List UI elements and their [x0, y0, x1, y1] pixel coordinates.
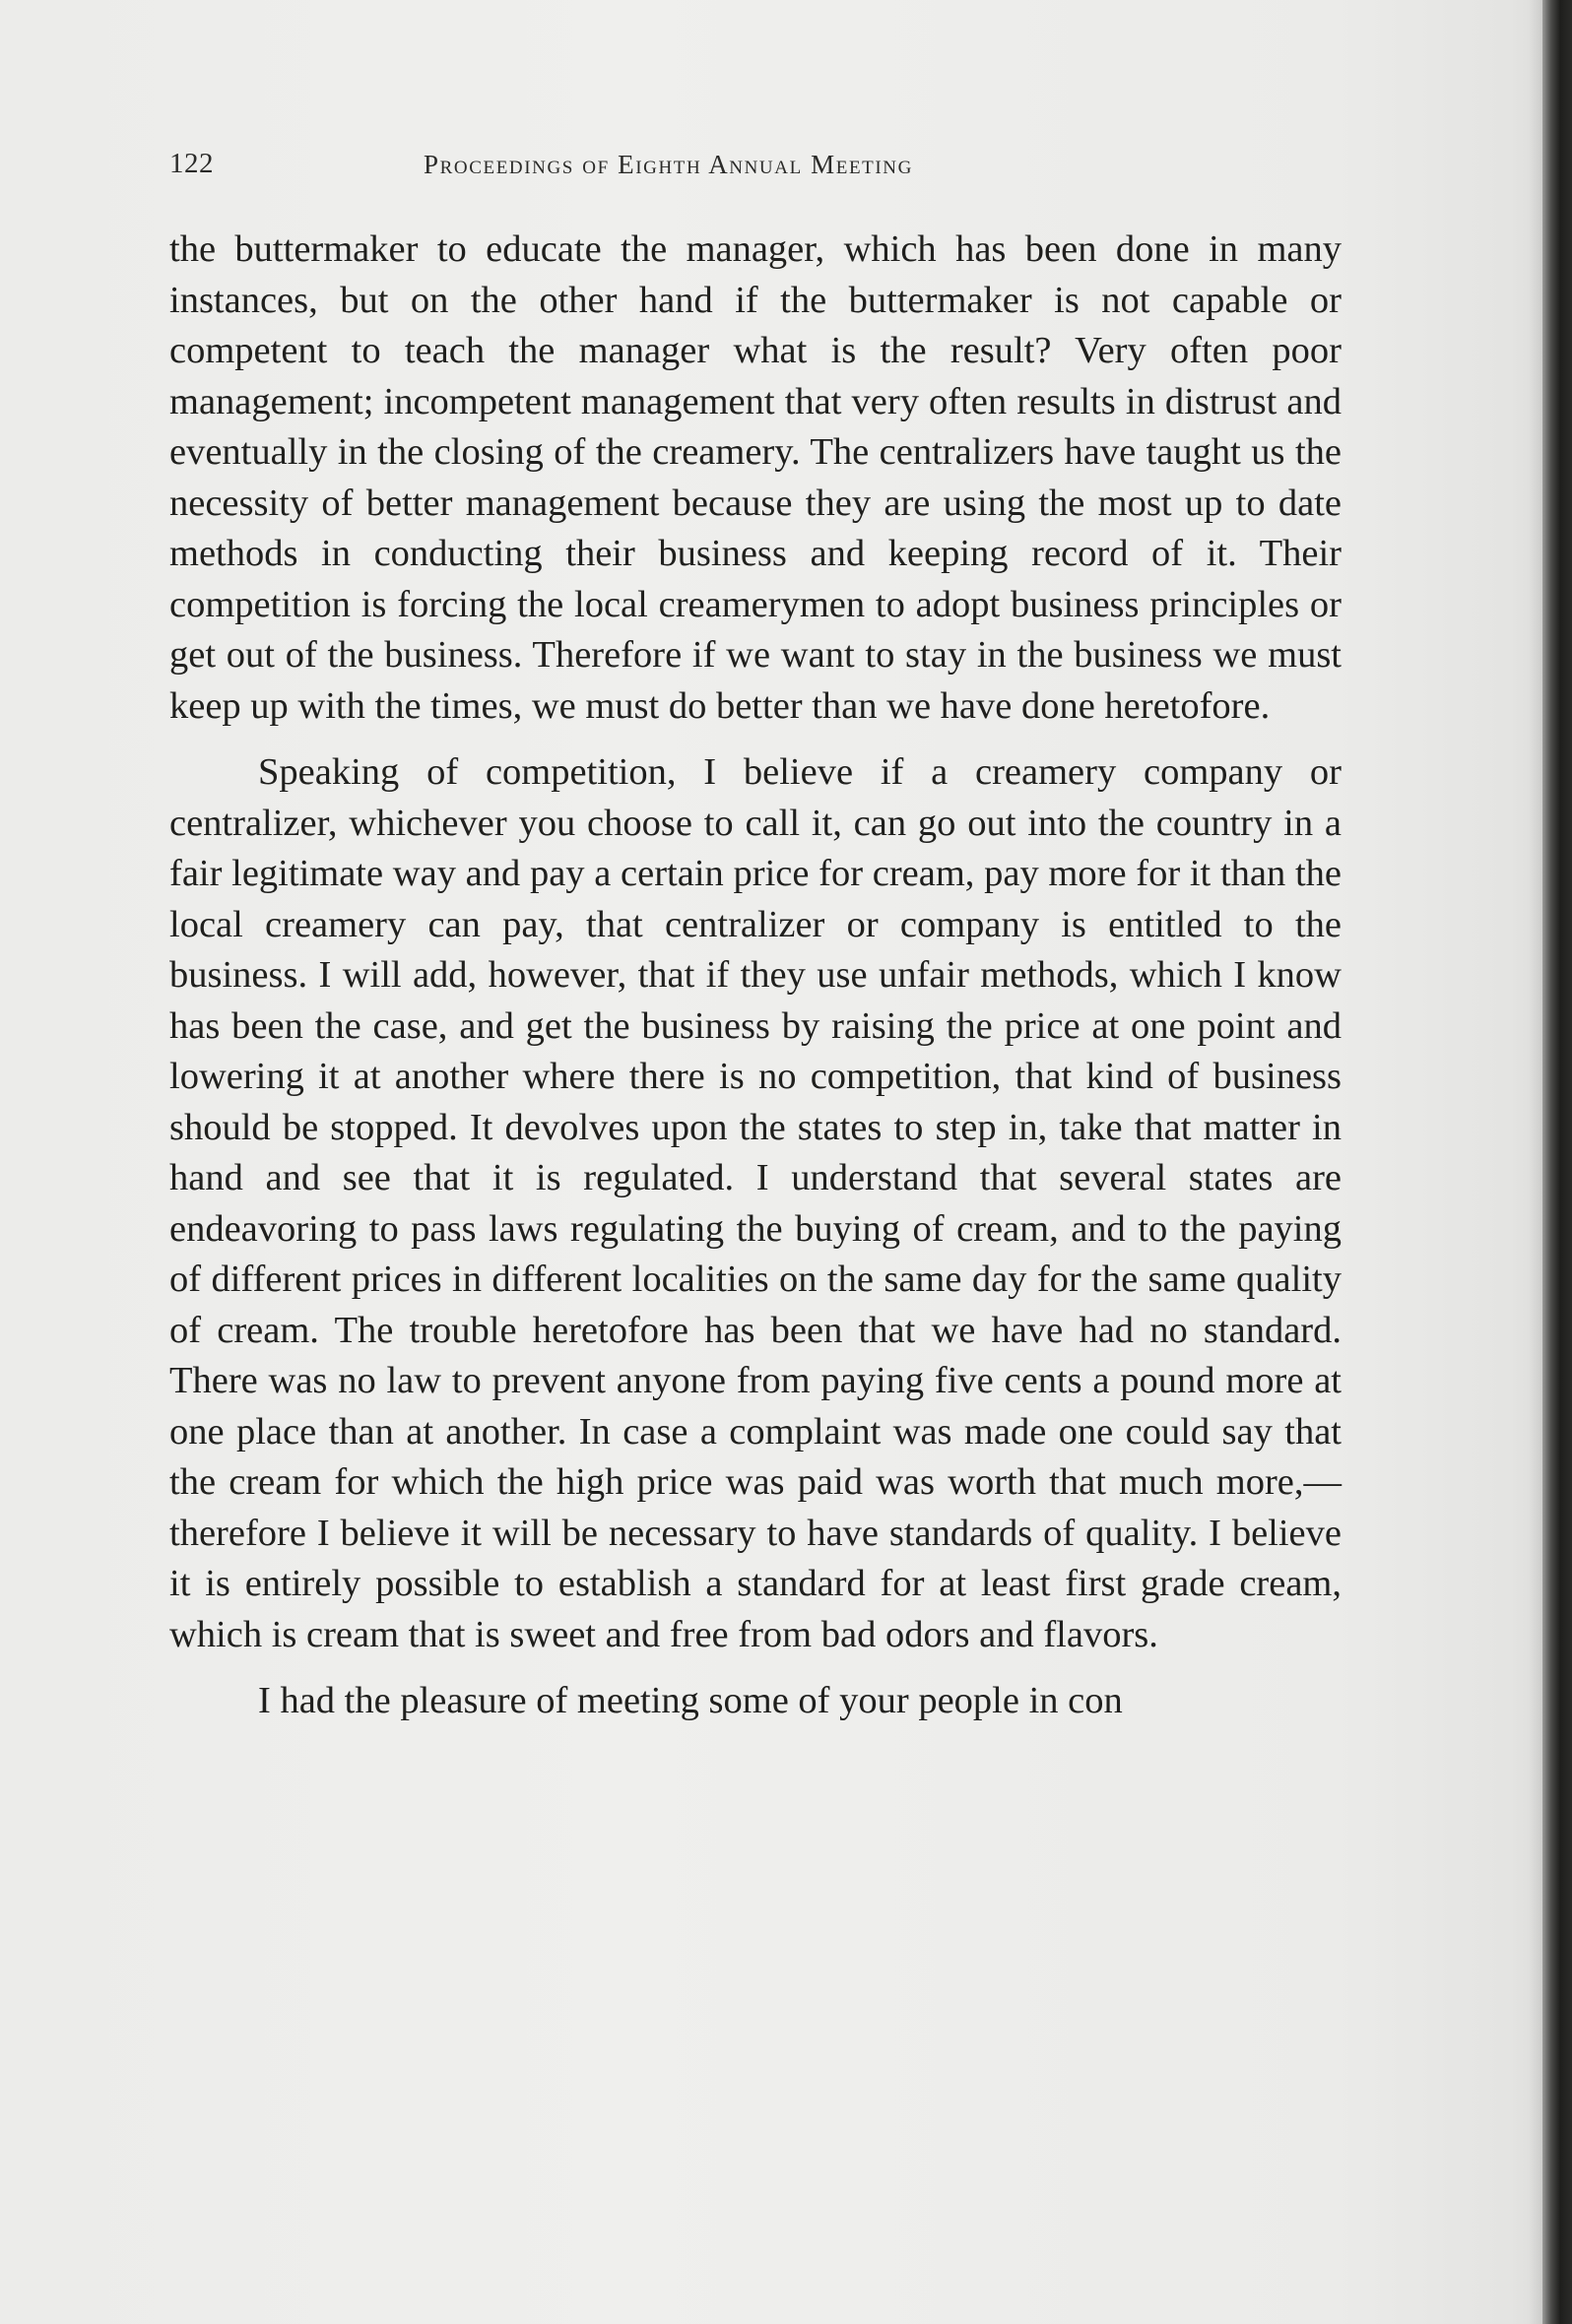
- page-header: [169, 148, 1342, 187]
- paragraph-pleasure: I had the pleasure of meeting some of your people in con: [258, 1680, 1123, 1721]
- body-text: [169, 225, 1342, 1743]
- page-number: 122: [169, 148, 214, 179]
- running-head: Proceedings of Eighth Annual Meeting: [424, 150, 913, 179]
- page-edge-shadow: [1542, 0, 1572, 2324]
- paragraph-continued: the buttermaker to educate the manager, which has been done in many instances, but on the other hand if the buttermaker is not capable or competent to teach the manager what is the result? Very often poor management; incompetent management that very often results in distrust and eventually in the closing of the creamery. The centralizers have taught us the necessity of better management because they are using the most up to date methods in conducting their business and keeping record of it. Their competition is forcing the local creamerymen to adopt business principles or get out of the business. Therefore if we want to stay in the business we must keep up with the times, we must do better than we have done heretofore.: [169, 228, 1342, 727]
- page-gutter-shadow: [1529, 0, 1542, 2324]
- paragraph-competition: Speaking of competition, I believe if a creamery company or centralizer, whichever you choose to call it, can go out into the country in a fair legitimate way and pay a certain price for cream, pay more for it than the local creamery can pay, that centralizer or company is entitled to the business. I will add, however, that if they use unfair methods, which I know has been the case, and get the business by raising the price at one point and lowering it at another where there is no competition, that kind of business should be stopped. It devolves upon the states to step in, take that matter in hand and see that it is regulated. I understand that several states are endeavoring to pass laws regulating the buying of cream, and to the paying of different prices in different localities on the same day for the same quality of cream. The trouble heretofore has been that we have had no standard. There was no law to prevent anyone from paying five cents a pound more at one place than at another. In case a complaint was made one could say that the cream for which the high price was paid was worth that much more,—therefore I believe it will be necessary to have standards of quality. I believe it is entirely possible to establish a standard for at least first grade cream, which is cream that is sweet and free from bad odors and flavors.: [169, 751, 1342, 1655]
